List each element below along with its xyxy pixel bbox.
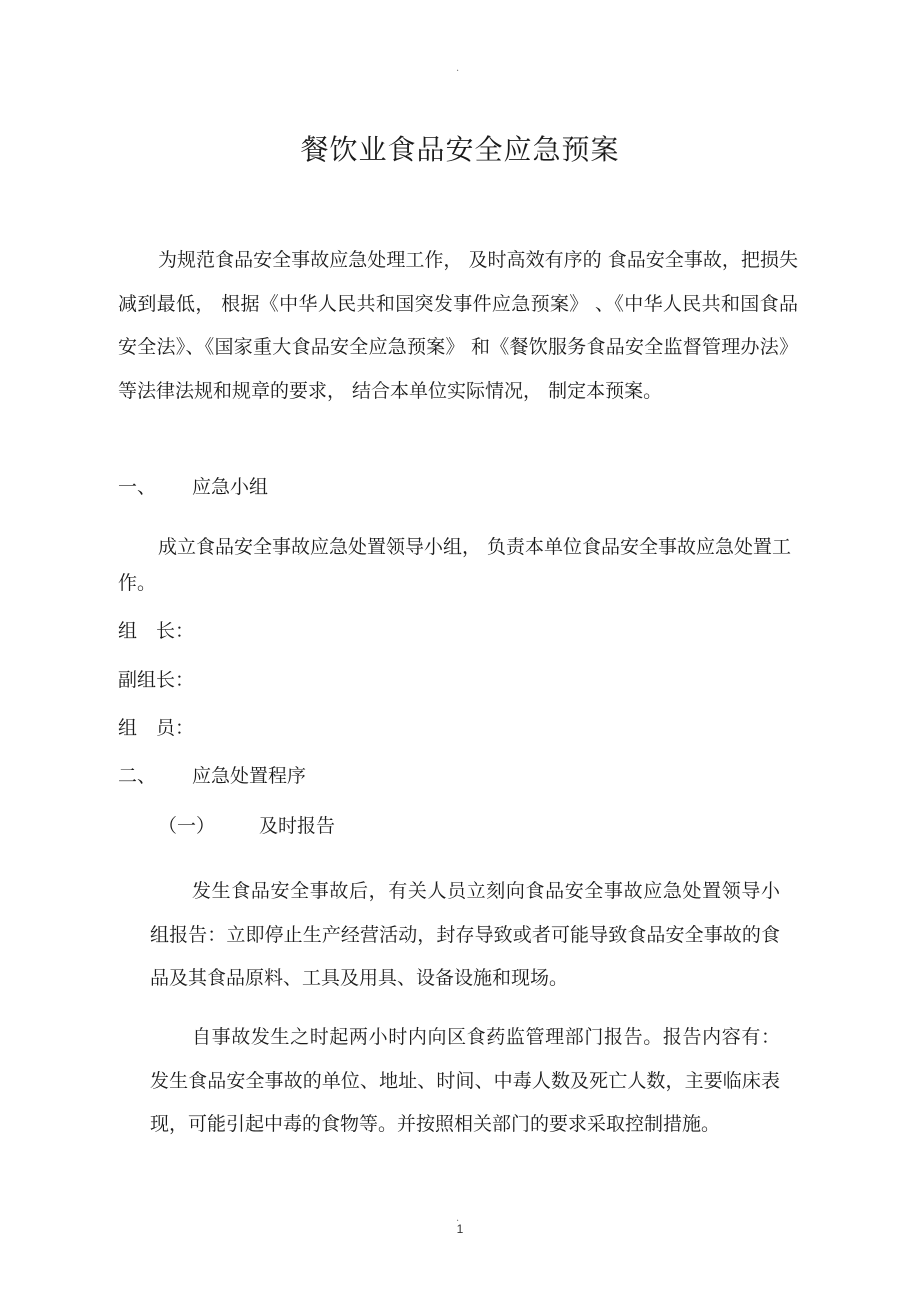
footer-dot: . [456, 1213, 460, 1224]
role-leader-label: 组 长： [118, 620, 195, 642]
intro-paragraph: 为规范食品安全事故应急处理工作， 及时高效有序的 食品安全事故，把损失减到最低， 根据《中华人民共和国突发事件应急预案》 、《中华人民共和国食品安全法》、《国家重大食品安全应急预案》 和《餐饮服务食品安全监督管理办法》 等法律法规和规章的要求， 结合本单位实际情况， 制定本预案。 [118, 249, 798, 402]
role-deputy-label: 副组长： [118, 669, 195, 691]
subsection-1-heading [158, 811, 335, 841]
role-member-label: 组 员： [118, 717, 195, 739]
header-dot: . [456, 63, 460, 74]
report-paragraph-2: 自事故发生之时起两小时内向区食药监管理部门报告。报告内容有：发生食品安全事故的单位、地址、时间、中毒人数及死亡人数，主要临床表现，可能引起中毒的食物等。并按照相关部门的要求采取控制措施。 [150, 1026, 780, 1135]
section-2-number: 二、 [118, 765, 157, 787]
section-2-title: 应急处置程序 [192, 765, 307, 787]
section-1-title: 应急小组 [192, 476, 269, 498]
section-1-body: 成立食品安全事故应急处置领导小组， 负责本单位食品安全事故应急处置工作。 [118, 536, 792, 594]
section-1-number: 一、 [118, 476, 157, 498]
section-2-heading [118, 761, 306, 791]
page-number: 1 [456, 1222, 464, 1236]
subsection-1-title: 及时报告 [259, 815, 336, 837]
subsection-1-number: （一） [158, 815, 216, 837]
page-title: 餐饮业食品安全应急预案 [300, 133, 620, 166]
section-1-heading [118, 472, 268, 502]
report-paragraph-1: 发生食品安全事故后，有关人员立刻向食品安全事故应急处置领导小组报告：立即停止生产经营活动，封存导致或者可能导致食品安全事故的食品及其食品原料、工具及用具、设备设施和现场。 [150, 880, 780, 989]
